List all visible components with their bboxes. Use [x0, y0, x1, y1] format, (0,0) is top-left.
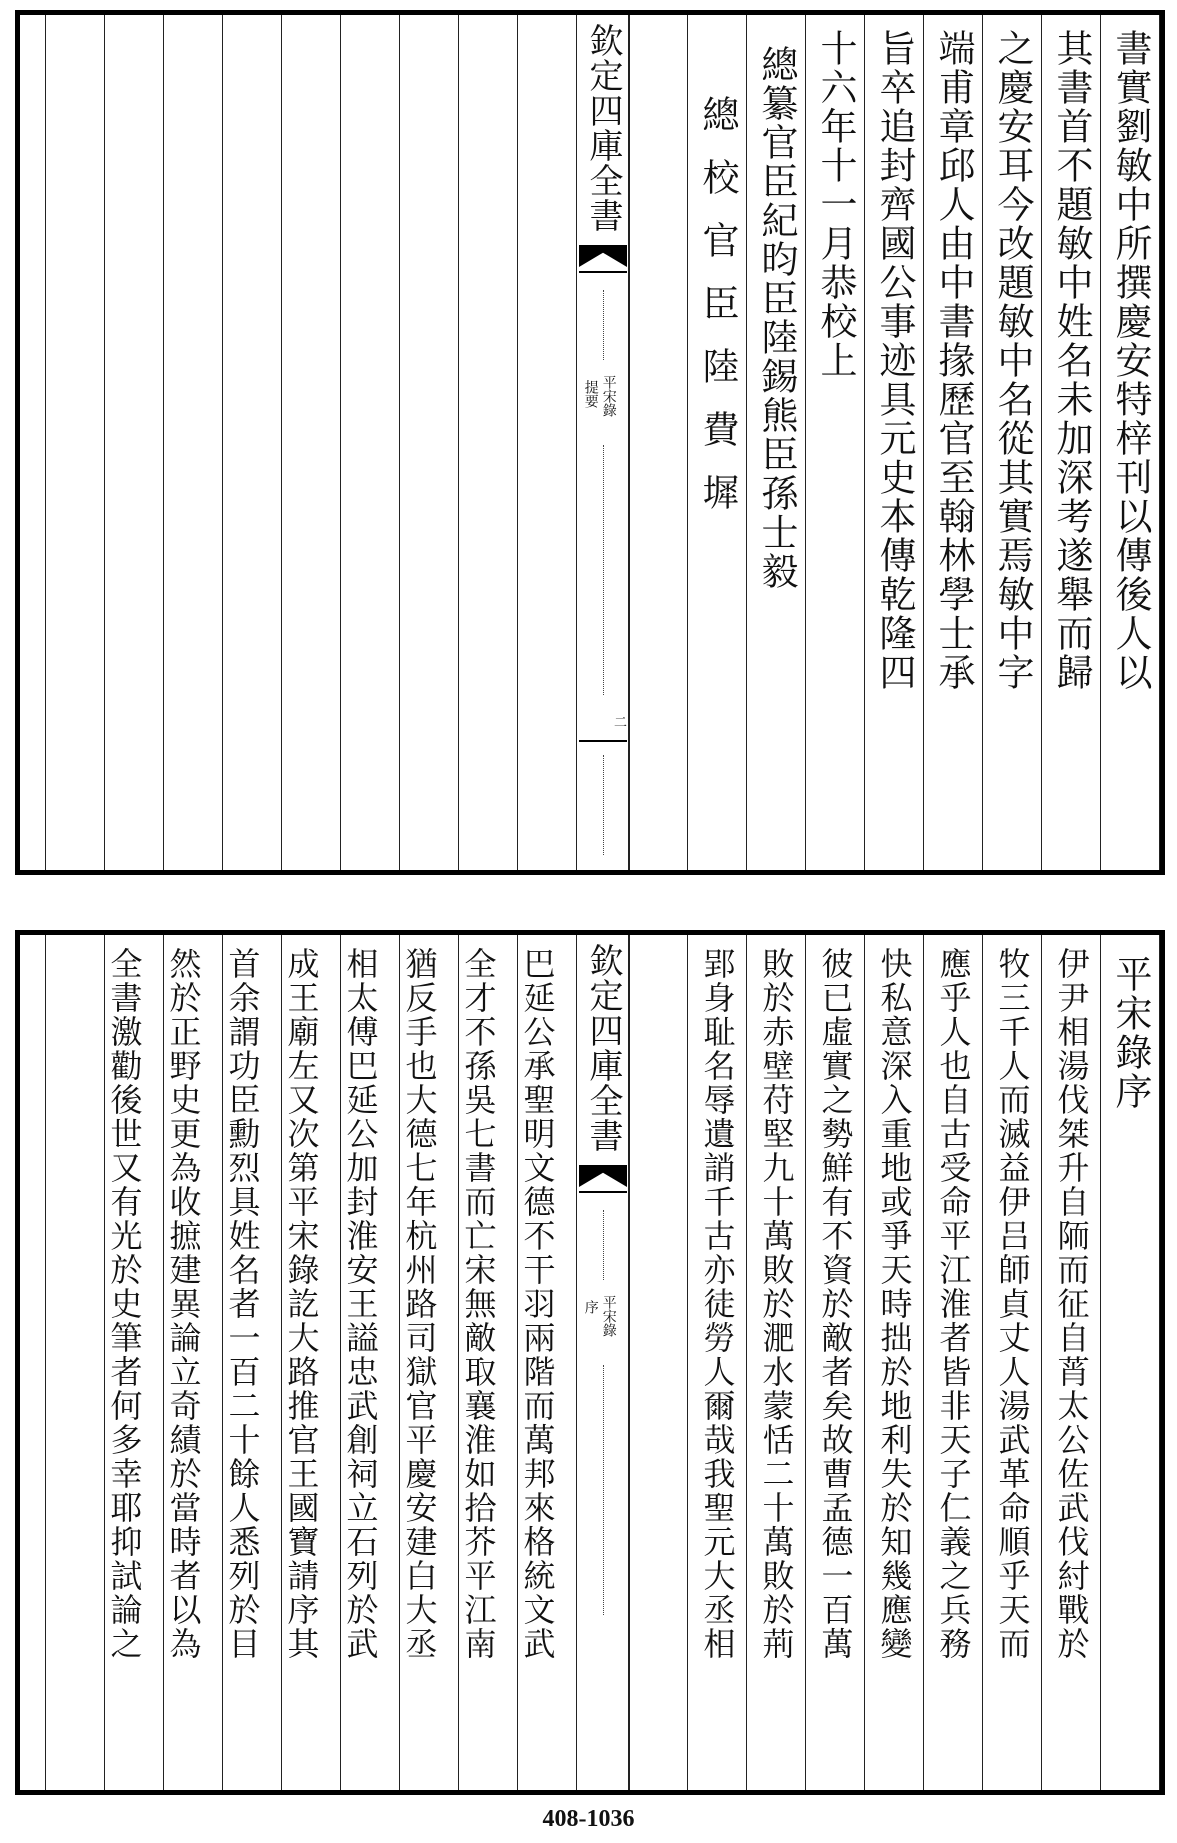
preface-text-line-column	[508, 935, 567, 1790]
top-text-line-column	[806, 15, 865, 870]
preface-heading: 平宋錄序	[1109, 955, 1152, 1111]
preface-text-line-column	[95, 935, 154, 1790]
spine-dotted-line	[603, 1210, 604, 1280]
column-rule	[45, 935, 46, 1790]
preface-text-line: 敗於赤壁苻堅九十萬敗於淝水蒙恬二十萬敗於荊	[757, 947, 796, 1661]
top-text-line: 總纂官臣紀昀臣陸錫熊臣孫士毅	[755, 45, 798, 591]
preface-text-line: 應乎人也自古受命平江淮者皆非天子仁義之兵務	[934, 947, 973, 1661]
preface-text-line: 牧三千人而滅益伊吕師貞丈人湯武革命順乎天而	[993, 947, 1032, 1661]
top-text-line: 總校官臣陸費墀	[696, 95, 739, 536]
preface-text-line-column	[747, 935, 806, 1790]
preface-text-line: 首余謂功臣勳烈具姓名者一百二十餘人悉列於目	[223, 947, 262, 1661]
fish-tail-rule	[579, 1191, 627, 1209]
top-page-columns	[20, 15, 1160, 870]
page-bottom	[15, 930, 1165, 1795]
preface-text-line: 全書激勸後世又有光於史筆者何多幸耶抑試論之	[105, 947, 144, 1661]
spine-dotted-line	[603, 445, 604, 695]
preface-text-line: 巴延公承聖明文德不干羽兩階而萬邦來格統文武	[518, 947, 557, 1661]
preface-text-line: 郢身耻名辱遺誚千古亦徒勞人爾哉我聖元大丞相	[698, 947, 737, 1661]
bottom-spine-label: 平宋錄	[600, 1295, 617, 1337]
preface-text-line: 伊尹相湯伐桀升自陑而征自莦太公佐武伐紂戰於	[1052, 947, 1091, 1661]
top-text-line-column	[865, 15, 924, 870]
top-text-line-column	[983, 15, 1042, 870]
top-text-line-column	[688, 15, 747, 870]
preface-text-line-column	[213, 935, 272, 1790]
preface-text-line-column	[688, 935, 747, 1790]
page-number-footer: 408-1036	[542, 1806, 635, 1832]
bottom-page-columns	[20, 935, 1160, 1790]
top-text-line-column	[924, 15, 983, 870]
column-rule	[104, 15, 105, 870]
preface-text-line-column	[806, 935, 865, 1790]
preface-text-line: 相太傅巴延公加封淮安王謚忠武創祠立石列於武	[341, 947, 380, 1661]
top-text-line: 其書首不題敏中姓名未加深考遂舉而歸	[1050, 29, 1093, 692]
page-top	[15, 10, 1165, 875]
preface-text-line-column	[390, 935, 449, 1790]
preface-text-line-column	[331, 935, 390, 1790]
column-rule	[576, 15, 577, 870]
bottom-spine-section: 序	[582, 1300, 599, 1314]
preface-text-line: 成王廟左又次第平宋錄訖大路推官王國寶請序其	[282, 947, 321, 1661]
top-text-line: 端甫章邱人由中書掾歷官至翰林學士承	[932, 29, 975, 692]
bottom-spine-title: 欽定四庫全書	[583, 943, 623, 1153]
column-rule	[222, 15, 223, 870]
top-text-line: 之慶安耳今改題敏中名從其實焉敏中字	[991, 29, 1034, 692]
column-rule	[340, 15, 341, 870]
top-text-line-column	[747, 15, 806, 870]
preface-text-line: 猶反手也大德七年杭州路司獄官平慶安建白大丞	[400, 947, 439, 1661]
top-text-line-column	[1101, 15, 1160, 870]
fish-tail-mark	[579, 245, 627, 267]
top-spine-page-number: 二	[611, 715, 626, 728]
preface-text-line: 快私意深入重地或爭天時拙於地利失於知幾應變	[875, 947, 914, 1661]
spine-dotted-line	[603, 290, 604, 360]
spine-dotted-line	[603, 1365, 604, 1615]
top-spine-title: 欽定四庫全書	[583, 23, 623, 233]
column-rule	[576, 935, 577, 1790]
top-text-line: 書實劉敏中所撰慶安特梓刊以傳後人以	[1109, 29, 1152, 692]
top-spine	[576, 15, 630, 870]
preface-text-line-column	[272, 935, 331, 1790]
preface-text-line-column	[154, 935, 213, 1790]
column-rule	[163, 15, 164, 870]
column-rule	[45, 15, 46, 870]
top-text-line-column	[1042, 15, 1101, 870]
preface-text-line-column	[924, 935, 983, 1790]
bottom-spine	[576, 935, 630, 1790]
preface-text-line: 然於正野史更為收摭建異論立奇績於當時者以為	[164, 947, 203, 1661]
fish-tail-rule	[579, 271, 627, 289]
column-rule	[399, 15, 400, 870]
preface-text-line-column	[449, 935, 508, 1790]
top-spine-label: 平宋錄	[600, 375, 617, 417]
preface-text-line: 彼已虛實之勢鮮有不資於敵者矣故曹孟德一百萬	[816, 947, 855, 1661]
preface-text-line-column	[865, 935, 924, 1790]
top-text-line: 旨卒追封齊國公事迹具元史本傳乾隆四	[873, 29, 916, 692]
preface-text-line-column	[1042, 935, 1101, 1790]
spine-dotted-line	[603, 755, 604, 855]
fish-tail-mark	[579, 1165, 627, 1187]
preface-text-line-column	[983, 935, 1042, 1790]
column-rule	[517, 15, 518, 870]
top-spine-section: 提要	[582, 380, 599, 408]
preface-text-line: 全才不孫吳七書而亡宋無敵取襄淮如拾芥平江南	[459, 947, 498, 1661]
preface-heading-column	[1101, 935, 1160, 1790]
column-rule	[281, 15, 282, 870]
column-rule	[458, 15, 459, 870]
top-text-line: 十六年十一月恭校上	[814, 29, 857, 380]
